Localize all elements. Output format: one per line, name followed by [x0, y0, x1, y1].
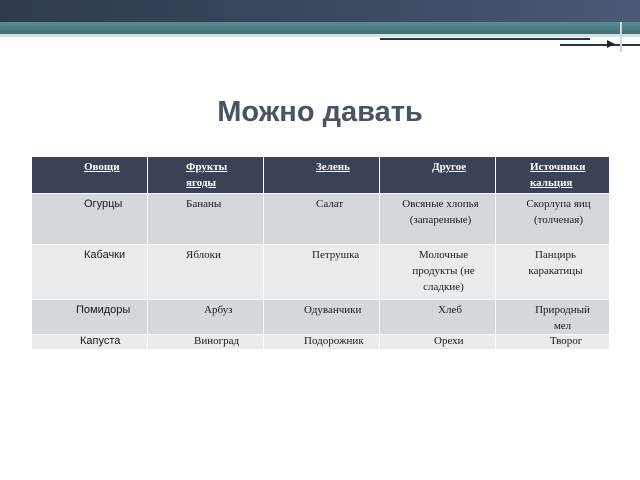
decorative-line [620, 22, 622, 52]
decorative-triangle [607, 40, 615, 48]
table-cell: Скорлупа яиц (толченая) [496, 194, 610, 245]
header-vegetables: Овощи [32, 157, 148, 194]
table-row [32, 245, 610, 300]
header-other: Другое [380, 157, 496, 194]
table-cell: Капуста [32, 335, 148, 350]
header-greens: Зелень [264, 157, 380, 194]
top-banner [0, 0, 640, 22]
table-row [32, 300, 610, 335]
top-banner-accent [0, 22, 640, 34]
table-cell: Творог [496, 335, 610, 350]
table-row [32, 335, 610, 350]
table-cell: Огурцы [32, 194, 148, 245]
table-cell: Кабачки [32, 245, 148, 300]
table-cell: Орехи [380, 335, 496, 350]
top-banner-line [0, 34, 640, 37]
table-cell: Панцирь каракатицы [496, 245, 610, 300]
table-cell: Подорожник [264, 335, 380, 350]
table-cell: Овсяные хлопья (запаренные) [380, 194, 496, 245]
header-calcium: Источники кальция [496, 157, 610, 194]
table-cell: Одуванчики [264, 300, 380, 335]
table-row [32, 194, 610, 245]
table-cell: Арбуз [148, 300, 264, 335]
food-table [31, 156, 610, 350]
page-title: Можно давать [217, 96, 423, 128]
decorative-line [380, 38, 590, 40]
table-cell: Яблоки [148, 245, 264, 300]
table-cell: Помидоры [32, 300, 148, 335]
table-cell: Виноград [148, 335, 264, 350]
table-cell: Петрушка [264, 245, 380, 300]
table-cell: Салат [264, 194, 380, 245]
header-fruits: Фрукты ягоды [148, 157, 264, 194]
table-header-row [32, 157, 610, 194]
decorative-line [560, 44, 640, 46]
table-cell: Молочные продукты (не сладкие) [380, 245, 496, 300]
table-cell: Природный мел [496, 300, 610, 335]
table-cell: Хлеб [380, 300, 496, 335]
table-cell: Бананы [148, 194, 264, 245]
